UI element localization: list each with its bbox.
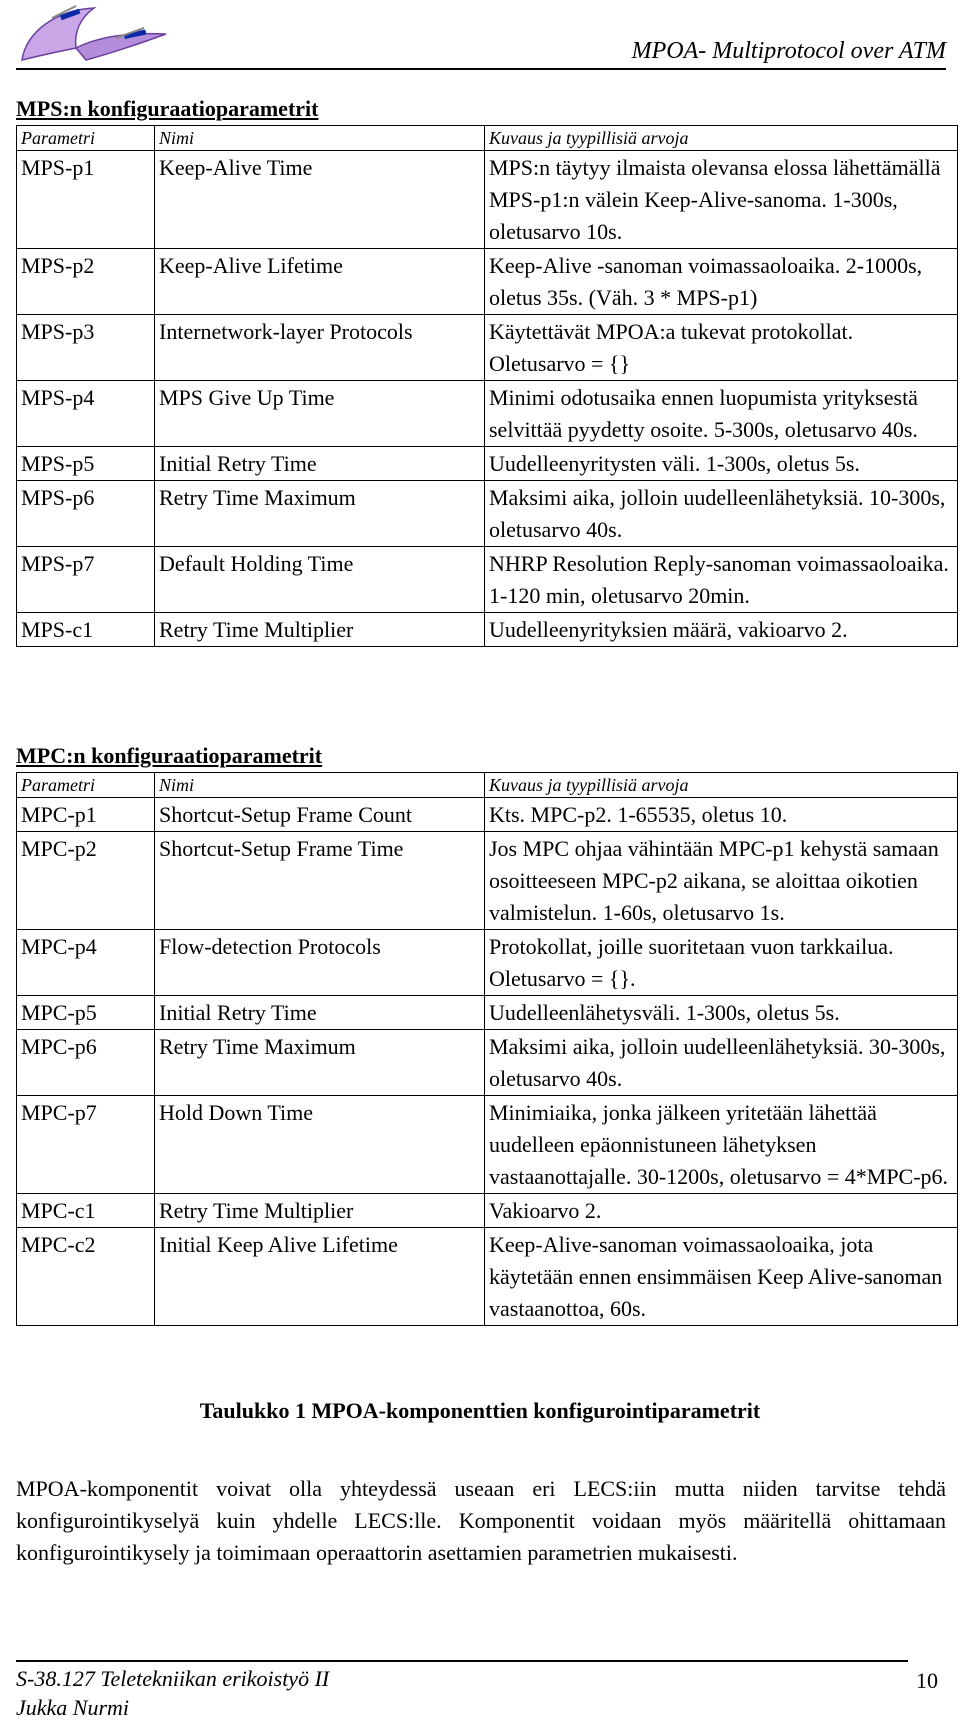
table-row — [17, 613, 958, 647]
column-header: Kuvaus ja tyypillisiä arvoja — [485, 126, 958, 151]
header-rule — [16, 68, 946, 70]
name-cell: Internetwork-layer Protocols — [155, 315, 485, 381]
table-row — [17, 151, 958, 249]
param-cell: MPS-p4 — [17, 381, 155, 447]
name-cell: Keep-Alive Time — [155, 151, 485, 249]
name-cell: Default Holding Time — [155, 547, 485, 613]
name-cell: Keep-Alive Lifetime — [155, 249, 485, 315]
footer-rule — [16, 1660, 908, 1662]
page-number: 10 — [916, 1668, 938, 1693]
description-cell: Maksimi aika, jolloin uudelleenlähetyksiä. 10-300s, oletusarvo 40s. — [485, 481, 958, 547]
column-header: Nimi — [155, 773, 485, 798]
table-row — [17, 996, 958, 1030]
param-cell: MPC-p7 — [17, 1096, 155, 1194]
description-cell: Käytettävät MPOA:a tukevat protokollat. Oletusarvo = {} — [485, 315, 958, 381]
table-row — [17, 447, 958, 481]
param-cell: MPC-p1 — [17, 798, 155, 832]
description-cell: NHRP Resolution Reply-sanoman voimassaoloaika. 1-120 min, oletusarvo 20min. — [485, 547, 958, 613]
column-header: Kuvaus ja tyypillisiä arvoja — [485, 773, 958, 798]
param-cell: MPS-p2 — [17, 249, 155, 315]
param-cell: MPC-c2 — [17, 1228, 155, 1326]
param-cell: MPS-p5 — [17, 447, 155, 481]
name-cell: Retry Time Multiplier — [155, 1194, 485, 1228]
description-cell: Keep-Alive -sanoman voimassaoloaika. 2-1000s, oletus 35s. (Väh. 3 * MPS-p1) — [485, 249, 958, 315]
param-cell: MPC-p5 — [17, 996, 155, 1030]
table-row — [17, 832, 958, 930]
description-cell: Maksimi aika, jolloin uudelleenlähetyksiä. 30-300s, oletusarvo 40s. — [485, 1030, 958, 1096]
description-cell: Uudelleenlähetysväli. 1-300s, oletus 5s. — [485, 996, 958, 1030]
table-row — [17, 1194, 958, 1228]
mpc-section-title: MPC:n konfiguraatioparametrit — [16, 743, 323, 768]
description-cell: Minimiaika, jonka jälkeen yritetään lähettää uudelleen epäonnistuneen lähetyksen vastaanottajalle. 30-1200s, oletusarvo = 4*MPC-p6. — [485, 1096, 958, 1194]
mps-section-title: MPS:n konfiguraatioparametrit — [16, 96, 319, 121]
name-cell: Flow-detection Protocols — [155, 930, 485, 996]
description-cell: Jos MPC ohjaa vähintään MPC-p1 kehystä samaan osoitteeseen MPC-p2 aikana, se aloittaa oikotien valmistelun. 1-60s, oletusarvo 1s. — [485, 832, 958, 930]
param-cell: MPS-c1 — [17, 613, 155, 647]
param-cell: MPS-p3 — [17, 315, 155, 381]
name-cell: Retry Time Multiplier — [155, 613, 485, 647]
name-cell: Shortcut-Setup Frame Count — [155, 798, 485, 832]
param-cell: MPC-p4 — [17, 930, 155, 996]
column-header: Parametri — [17, 126, 155, 151]
table-header-row — [17, 126, 958, 151]
description-cell: Vakioarvo 2. — [485, 1194, 958, 1228]
table-row — [17, 1096, 958, 1194]
name-cell: Initial Retry Time — [155, 447, 485, 481]
param-cell: MPS-p7 — [17, 547, 155, 613]
description-cell: Protokollat, joille suoritetaan vuon tarkkailua. Oletusarvo = {}. — [485, 930, 958, 996]
table-row — [17, 315, 958, 381]
table-row — [17, 1228, 958, 1326]
param-cell: MPS-p1 — [17, 151, 155, 249]
name-cell: Hold Down Time — [155, 1096, 485, 1194]
table-header-row — [17, 773, 958, 798]
table-row — [17, 798, 958, 832]
table-row — [17, 547, 958, 613]
header-title: MPOA- Multiprotocol over ATM — [631, 38, 946, 64]
param-cell: MPS-p6 — [17, 481, 155, 547]
table-row — [17, 381, 958, 447]
table-row — [17, 930, 958, 996]
mpc-config-table — [16, 772, 958, 1326]
column-header: Parametri — [17, 773, 155, 798]
column-header: Nimi — [155, 126, 485, 151]
description-cell: Kts. MPC-p2. 1-65535, oletus 10. — [485, 798, 958, 832]
param-cell: MPC-p6 — [17, 1030, 155, 1096]
description-cell: Minimi odotusaika ennen luopumista yrityksestä selvittää pyydetty osoite. 5-300s, oletusarvo 40s. — [485, 381, 958, 447]
table-row — [17, 1030, 958, 1096]
footer-author: Jukka Nurmi — [16, 1695, 130, 1720]
page-header — [16, 0, 946, 72]
param-cell: MPC-c1 — [17, 1194, 155, 1228]
footer-course: S-38.127 Teletekniikan erikoistyö II — [16, 1666, 330, 1691]
table-row — [17, 481, 958, 547]
mpoa-logo-icon — [16, 2, 176, 64]
param-cell: MPC-p2 — [17, 832, 155, 930]
description-cell: Keep-Alive-sanoman voimassaoloaika, jota käytetään ennen ensimmäisen Keep Alive-sanoman vastaanottoa, 60s. — [485, 1228, 958, 1326]
description-cell: Uudelleenyrityksien määrä, vakioarvo 2. — [485, 613, 958, 647]
name-cell: Retry Time Maximum — [155, 1030, 485, 1096]
name-cell: Initial Retry Time — [155, 996, 485, 1030]
description-cell: MPS:n täytyy ilmaista olevansa elossa lähettämällä MPS-p1:n välein Keep-Alive-sanoma. 1-300s, oletusarvo 10s. — [485, 151, 958, 249]
mps-config-table — [16, 125, 958, 647]
description-cell: Uudelleenyritysten väli. 1-300s, oletus 5s. — [485, 447, 958, 481]
name-cell: MPS Give Up Time — [155, 381, 485, 447]
name-cell: Retry Time Maximum — [155, 481, 485, 547]
name-cell: Initial Keep Alive Lifetime — [155, 1228, 485, 1326]
table-caption: Taulukko 1 MPOA-komponenttien konfigurointiparametrit — [199, 1398, 761, 1423]
table-row — [17, 249, 958, 315]
body-paragraph: MPOA-komponentit voivat olla yhteydessä useaan eri LECS:iin mutta niiden tarvitse tehdä konfigurointikyselyä kuin yhdelle LECS:lle. Komponentit voidaan myös määritellä ohittamaan konfigurointikysely ja toimimaan operaattorin asettamien parametrien mukaisesti. — [16, 1476, 946, 1565]
name-cell: Shortcut-Setup Frame Time — [155, 832, 485, 930]
